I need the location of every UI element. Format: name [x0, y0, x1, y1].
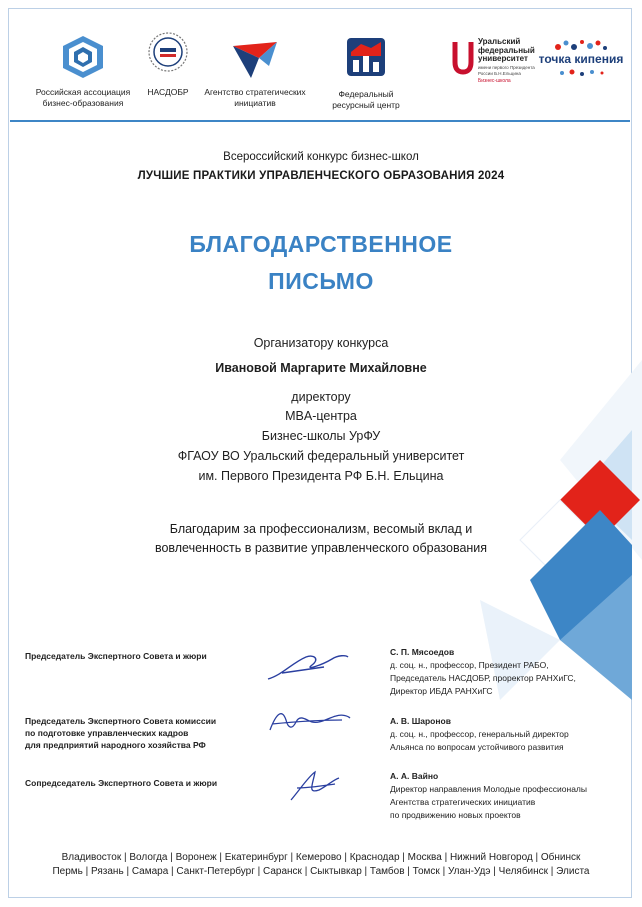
- position-line: директору: [291, 390, 351, 404]
- signer1-name: С. П. Мясоедов: [390, 647, 455, 657]
- signer3-detail: по продвижению новых проектов: [390, 810, 521, 820]
- signature2-image: [262, 700, 354, 740]
- signer3-name: А. А. Вайно: [390, 771, 439, 781]
- signature3-image: [285, 766, 345, 806]
- cities-line1: Владивосток | Вологда | Воронеж | Екатеринбург | Кемерово | Краснодар | Москва | Нижний Новгород | Обнинск: [61, 852, 581, 863]
- cities-line2: Пермь | Рязань | Самара | Санкт-Петербург | Саранск | Сыктывкар | Тамбов | Томск | Улан-Удэ | Челябинск | Элиста: [52, 866, 590, 877]
- signer2-role-line: по подготовке управленческих кадров: [25, 728, 189, 738]
- position-line: им. Первого Президента РФ Б.Н. Ельцина: [198, 469, 444, 483]
- signature1-image: [262, 645, 352, 685]
- urfu-school-text: Бизнес-школа: [478, 78, 511, 84]
- signer3-detail: Агентства стратегических инициатив: [390, 797, 536, 807]
- signer1-role: [25, 650, 207, 662]
- signer3-block: [390, 770, 587, 822]
- signer1-detail: Директор ИБДА РАНХиГС: [390, 686, 493, 696]
- signer2-detail: д. соц. н., профессор, генеральный директор: [390, 729, 569, 739]
- contest-title: ЛУЧШИЕ ПРАКТИКИ УПРАВЛЕНЧЕСКОГО ОБРАЗОВАНИЯ 2024: [137, 170, 505, 182]
- urfu-text-line3: университет: [478, 54, 528, 63]
- signer1-detail: д. соц. н., профессор, Президент РАБО,: [390, 660, 549, 670]
- frc-label-line1: Федеральный: [338, 89, 394, 99]
- signer3-detail: Директор направления Молодые профессионалы: [390, 784, 587, 794]
- signer2-role-line: Председатель Экспертного Совета комиссии: [25, 716, 217, 726]
- addressee-role: Организатору конкурса: [253, 336, 389, 350]
- thanks-line1: Благодарим за профессионализм, весомый вклад и: [169, 522, 473, 536]
- urfu-small-text: имени первого Президента России Б.Н.Ельцина: [478, 65, 535, 76]
- signer1-detail: Председатель НАСДОБР, проректор РАНХиГС,: [390, 673, 576, 683]
- signer1-role-line: Председатель Экспертного Совета и жюри: [25, 651, 207, 661]
- signer2-block: [390, 715, 569, 754]
- recipient-name: Ивановой Маргарите Михайловне: [215, 361, 427, 375]
- signer1-block: [390, 646, 576, 698]
- rabo-label-line1: Российская ассоциация: [35, 87, 131, 97]
- signer2-name: А. В. Шаронов: [390, 716, 451, 726]
- rabo-label-line2: бизнес-образования: [42, 98, 124, 108]
- signer3-role-line: Сопредседатель Экспертного Совета и жюри: [25, 778, 218, 788]
- signer2-detail: Альянса по вопросам устойчивого развития: [390, 742, 564, 752]
- urfu-text-line1: Уральский: [478, 37, 521, 46]
- thanks-text: [0, 520, 642, 558]
- signer2-role: [25, 715, 216, 751]
- letter-title-line2: ПИСЬМО: [268, 268, 374, 294]
- asi-label-line2: инициатив: [234, 98, 276, 108]
- thanks-line2: вовлеченность в развитие управленческого образования: [154, 541, 488, 555]
- frc-label-line2: ресурсный центр: [332, 100, 400, 110]
- contest-subtitle: Всероссийский конкурс бизнес-школ: [223, 151, 419, 163]
- position-line: ФГАОУ ВО Уральский федеральный университет: [177, 449, 465, 463]
- tochka-kipeniya-text: точка кипения: [538, 52, 624, 66]
- signer2-role-line: для предприятий народного хозяйства РФ: [25, 740, 206, 750]
- asi-label-line1: Агентство стратегических: [204, 87, 306, 97]
- urfu-text-line2: федеральный: [478, 45, 535, 55]
- signer3-role: [25, 777, 217, 789]
- nasdobr-label: НАСДОБР: [147, 87, 189, 97]
- position-line: MBA-центра: [285, 409, 357, 423]
- letter-title-line1: БЛАГОДАРСТВЕННОЕ: [189, 231, 453, 257]
- position-line: Бизнес-школы УрФУ: [261, 429, 381, 443]
